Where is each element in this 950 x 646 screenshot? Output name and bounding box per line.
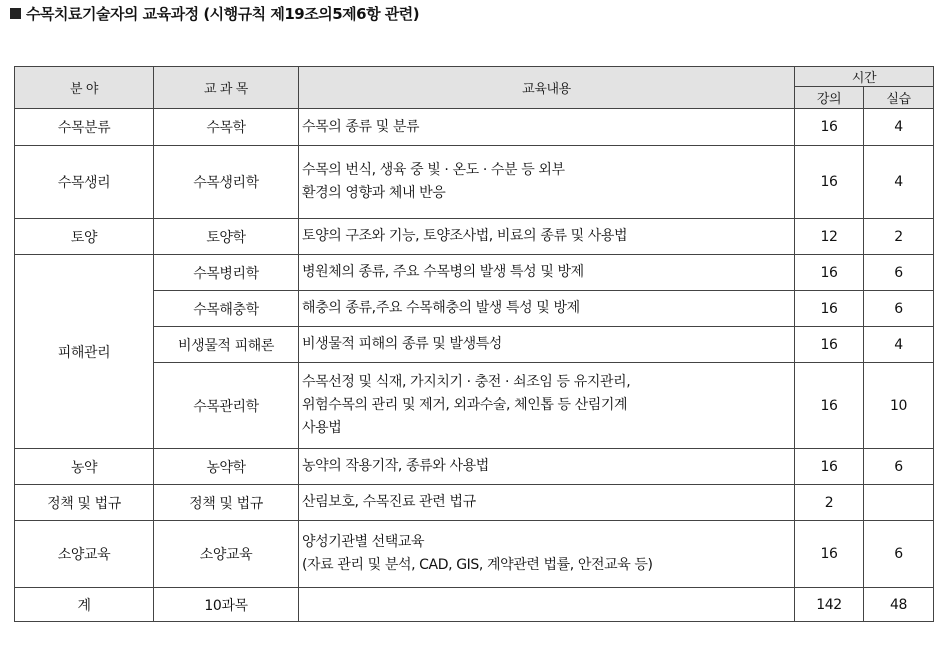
- cell-practice: 6: [864, 521, 934, 588]
- content-line: 농약의 작용기작, 종류와 사용법: [302, 458, 489, 474]
- cell-content: [299, 219, 795, 255]
- table-row: [15, 485, 934, 521]
- content-line: 비생물적 피해의 종류 및 발생특성: [302, 336, 502, 352]
- cell-lecture: 16: [795, 291, 864, 327]
- cell-practice: 4: [864, 109, 934, 146]
- cell-content: [299, 485, 795, 521]
- content-line: (자료 관리 및 분석, CAD, GIS, 계약관련 법률, 안전교육 등): [302, 557, 653, 573]
- content-line: 수목의 종류 및 분류: [302, 118, 420, 135]
- cell-field: 소양교육: [15, 521, 154, 588]
- cell-lecture: 16: [795, 327, 864, 363]
- cell-lecture: 2: [795, 485, 864, 521]
- cell-practice: 6: [864, 449, 934, 485]
- content-line: 병원체의 종류, 주요 수목병의 발생 특성 및 방제: [302, 264, 584, 280]
- content-line: 위험수목의 관리 및 제거, 외과수술, 체인톱 등 산림기계: [302, 397, 628, 413]
- table-row: [15, 109, 934, 146]
- header-hours: 시간: [795, 67, 934, 87]
- header-lecture: 강의: [795, 87, 864, 109]
- cell-lecture: 16: [795, 449, 864, 485]
- cell-field: 토양: [15, 219, 154, 255]
- cell-field: 피해관리: [15, 255, 154, 449]
- cell-practice: [864, 485, 934, 521]
- cell-lecture: 12: [795, 219, 864, 255]
- cell-subject: 수목학: [154, 109, 299, 146]
- table-row: [15, 449, 934, 485]
- header-field: 분 야: [15, 67, 154, 109]
- cell-field: 수목생리: [15, 146, 154, 219]
- cell-content: [299, 146, 795, 219]
- content-line: 환경의 영향과 체내 반응: [302, 185, 446, 201]
- content-line: 수목선정 및 식재, 가지치기 · 충전 · 쇠조임 등 유지관리,: [302, 374, 631, 390]
- page-title-text: 수목치료기술자의 교육과정 (시행규칙 제19조의5제6항 관련): [26, 5, 420, 23]
- cell-lecture: 16: [795, 255, 864, 291]
- cell-field: 정책 및 법규: [15, 485, 154, 521]
- header-subject: 교 과 목: [154, 67, 299, 109]
- total-practice: 48: [864, 588, 934, 622]
- cell-content: [299, 327, 795, 363]
- cell-lecture: 16: [795, 109, 864, 146]
- content-line: 양성기관별 선택교육: [302, 534, 425, 550]
- cell-subject: 토양학: [154, 219, 299, 255]
- total-content: [299, 588, 795, 622]
- square-bullet-icon: [10, 8, 21, 19]
- total-row: [15, 588, 934, 622]
- content-line: 산림보호, 수목진료 관련 법규: [302, 494, 476, 510]
- curriculum-table: [14, 66, 934, 622]
- page-title: [10, 3, 419, 24]
- cell-practice: 6: [864, 255, 934, 291]
- cell-content: [299, 521, 795, 588]
- content-line: 사용법: [302, 420, 342, 436]
- cell-lecture: 16: [795, 521, 864, 588]
- cell-lecture: 16: [795, 363, 864, 449]
- cell-practice: 4: [864, 146, 934, 219]
- content-line: 해충의 종류,주요 수목해충의 발생 특성 및 방제: [302, 300, 580, 316]
- cell-content: [299, 291, 795, 327]
- header-practice: 실습: [864, 87, 934, 109]
- table-row: [15, 146, 934, 219]
- cell-subject: 정책 및 법규: [154, 485, 299, 521]
- cell-practice: 2: [864, 219, 934, 255]
- cell-content: [299, 449, 795, 485]
- cell-practice: 4: [864, 327, 934, 363]
- cell-subject: 수목생리학: [154, 146, 299, 219]
- cell-practice: 6: [864, 291, 934, 327]
- table-row: [15, 255, 934, 291]
- cell-lecture: 16: [795, 146, 864, 219]
- cell-subject: 농약학: [154, 449, 299, 485]
- cell-content: [299, 109, 795, 146]
- cell-subject: 수목해충학: [154, 291, 299, 327]
- content-line: 수목의 번식, 생육 중 빛 · 온도 · 수분 등 외부: [302, 162, 565, 178]
- cell-subject: 비생물적 피해론: [154, 327, 299, 363]
- cell-content: [299, 255, 795, 291]
- cell-content: [299, 363, 795, 449]
- cell-field: 농약: [15, 449, 154, 485]
- total-lecture: 142: [795, 588, 864, 622]
- table-row: [15, 521, 934, 588]
- total-label: 계: [15, 588, 154, 622]
- total-subjects: 10과목: [154, 588, 299, 622]
- cell-practice: 10: [864, 363, 934, 449]
- header-content: 교육내용: [299, 67, 795, 109]
- table-row: [15, 219, 934, 255]
- cell-subject: 수목병리학: [154, 255, 299, 291]
- content-line: 토양의 구조와 기능, 토양조사법, 비료의 종류 및 사용법: [302, 228, 628, 244]
- cell-field: 수목분류: [15, 109, 154, 146]
- cell-subject: 수목관리학: [154, 363, 299, 449]
- cell-subject: 소양교육: [154, 521, 299, 588]
